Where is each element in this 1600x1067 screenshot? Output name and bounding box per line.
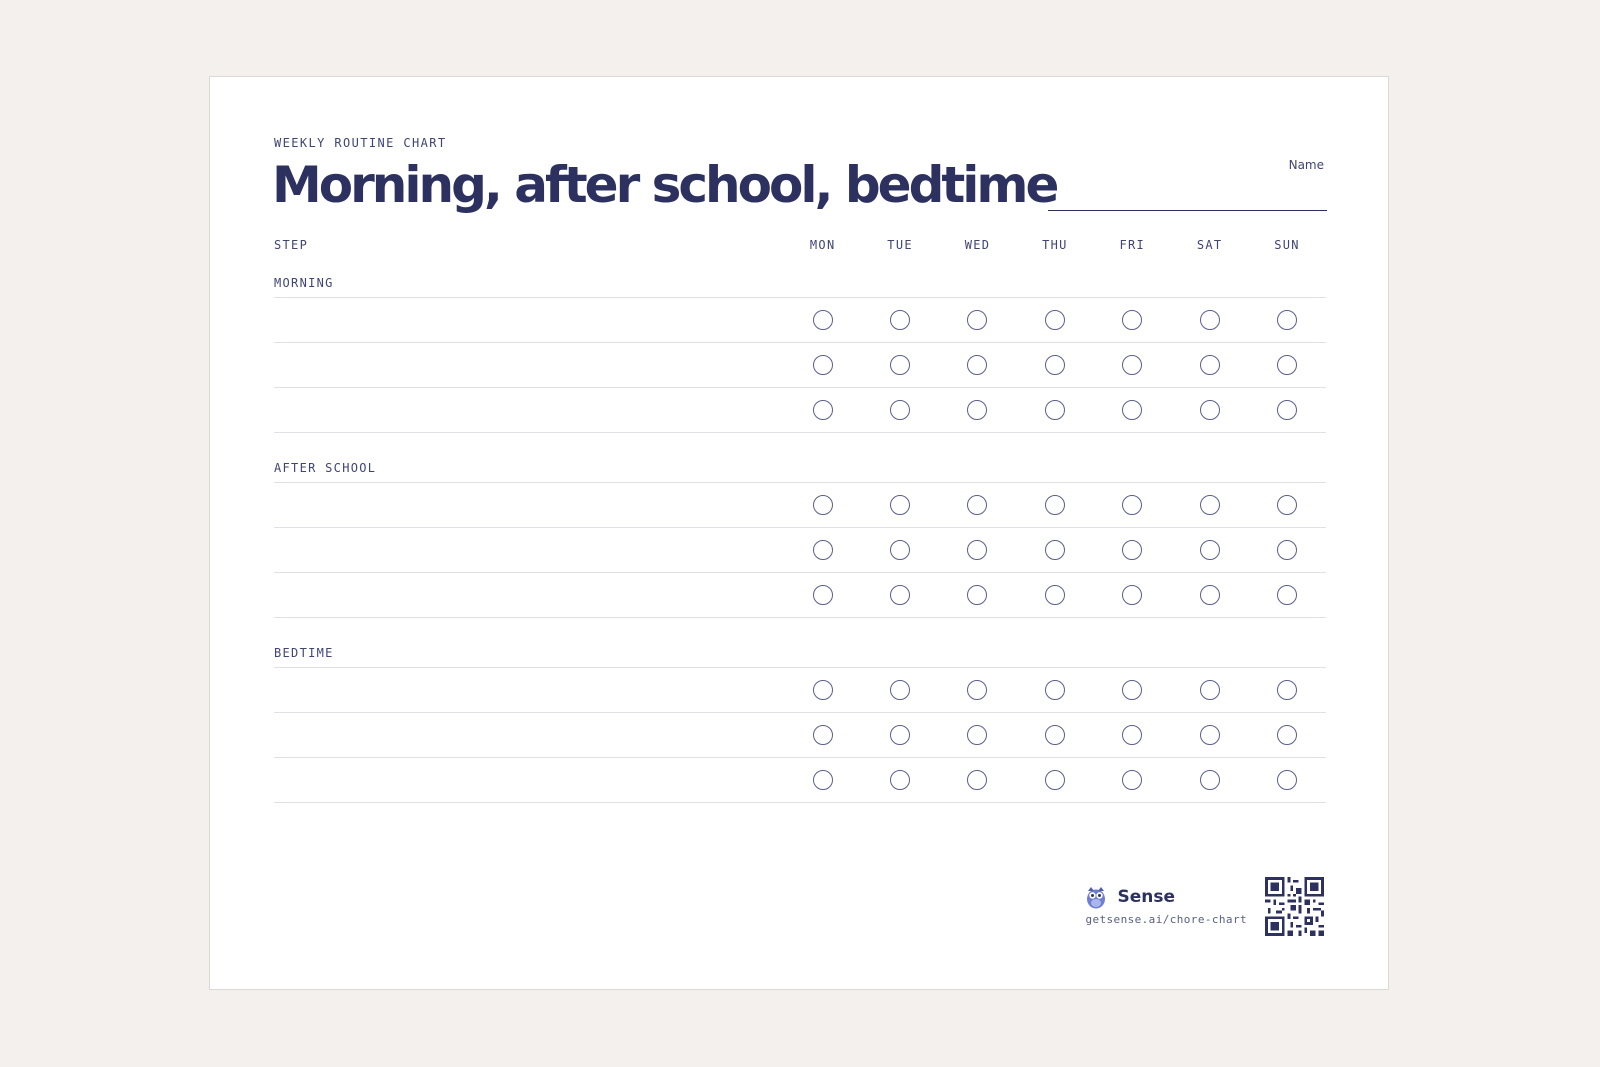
checkbox-circle[interactable] (1122, 770, 1142, 790)
checkbox-circle[interactable] (1277, 680, 1297, 700)
checkbox-circle[interactable] (967, 725, 987, 745)
checkbox-circle[interactable] (890, 540, 910, 560)
day-cell (784, 310, 861, 330)
qr-code-icon (1265, 877, 1324, 936)
checkbox-circle[interactable] (967, 540, 987, 560)
day-cell (1094, 540, 1171, 560)
day-cell (1016, 725, 1093, 745)
day-cell (784, 725, 861, 745)
day-cell (939, 495, 1016, 515)
checkbox-circle[interactable] (1277, 400, 1297, 420)
day-cell (1248, 310, 1325, 330)
day-cell (939, 540, 1016, 560)
day-cell (784, 585, 861, 605)
checkbox-circle[interactable] (1277, 770, 1297, 790)
checkbox-circle[interactable] (1045, 355, 1065, 375)
day-header: FRI (1119, 238, 1146, 252)
day-cell (1016, 355, 1093, 375)
checkbox-circle[interactable] (813, 540, 833, 560)
table-row (274, 572, 1326, 617)
day-cell (861, 540, 938, 560)
day-cell (784, 680, 861, 700)
chart-sheet (209, 76, 1389, 990)
checkbox-circle[interactable] (1200, 495, 1220, 515)
brand-url[interactable]: getsense.ai/chore-chart (1085, 913, 1247, 926)
day-cell (861, 585, 938, 605)
section-label: BEDTIME (274, 638, 1326, 668)
checkbox-circle[interactable] (890, 310, 910, 330)
day-header: TUE (887, 238, 913, 252)
day-cell (1171, 680, 1248, 700)
day-header: MON (809, 238, 836, 252)
table-row (274, 668, 1326, 712)
day-cell (1171, 400, 1248, 420)
checkbox-circle[interactable] (1045, 540, 1065, 560)
day-header: SUN (1274, 238, 1300, 252)
checkbox-circle[interactable] (890, 585, 910, 605)
checkbox-circle[interactable] (813, 355, 833, 375)
day-cell (1248, 725, 1325, 745)
checkbox-circle[interactable] (813, 310, 833, 330)
day-cell (1094, 400, 1171, 420)
checkbox-circle[interactable] (890, 355, 910, 375)
checkbox-circle[interactable] (1200, 400, 1220, 420)
day-header: WED (964, 238, 991, 252)
checkbox-circle[interactable] (1045, 585, 1065, 605)
day-cell (1171, 495, 1248, 515)
checkbox-circle[interactable] (1200, 540, 1220, 560)
checkbox-circle[interactable] (813, 495, 833, 515)
day-header: SAT (1196, 238, 1223, 252)
checkbox-circle[interactable] (967, 495, 987, 515)
checkbox-circle[interactable] (1045, 770, 1065, 790)
checkbox-circle[interactable] (813, 725, 833, 745)
checkbox-circle[interactable] (1045, 725, 1065, 745)
checkbox-circle[interactable] (890, 400, 910, 420)
table-header (274, 230, 1326, 260)
day-cell (1248, 495, 1325, 515)
table-row (274, 757, 1326, 802)
step-header: STEP (274, 238, 309, 252)
checkbox-circle[interactable] (1045, 400, 1065, 420)
section-body (274, 298, 1326, 433)
table-row (274, 483, 1326, 527)
name-field-line[interactable] (1048, 210, 1327, 211)
checkbox-circle[interactable] (1200, 355, 1220, 375)
day-cell (1171, 355, 1248, 375)
sections-container (274, 268, 1326, 803)
checkbox-circle[interactable] (967, 310, 987, 330)
checkbox-circle[interactable] (890, 680, 910, 700)
checkbox-circle[interactable] (1200, 585, 1220, 605)
day-header: THU (1042, 238, 1068, 252)
day-cell (784, 540, 861, 560)
owl-icon (1085, 885, 1107, 909)
day-cell (1016, 680, 1093, 700)
day-cell (1248, 680, 1325, 700)
brand-row (1085, 885, 1175, 909)
checkbox-circle[interactable] (813, 585, 833, 605)
day-cell (1248, 355, 1325, 375)
checkbox-circle[interactable] (1200, 725, 1220, 745)
eyebrow-label: WEEKLY ROUTINE CHART (274, 136, 447, 150)
page-title: Morning, after school, bedtime (272, 156, 1057, 214)
checkbox-circle[interactable] (1277, 355, 1297, 375)
day-cell (1094, 585, 1171, 605)
checkbox-circle[interactable] (1122, 355, 1142, 375)
day-cell (1094, 680, 1171, 700)
section-label: AFTER SCHOOL (274, 453, 1326, 483)
day-cell (1016, 585, 1093, 605)
checkbox-circle[interactable] (813, 400, 833, 420)
day-cell (939, 725, 1016, 745)
day-cell (861, 400, 938, 420)
day-cell (784, 495, 861, 515)
day-cell (1171, 310, 1248, 330)
checkbox-circle[interactable] (1200, 310, 1220, 330)
checkbox-circle[interactable] (1122, 585, 1142, 605)
checkbox-circle[interactable] (1045, 680, 1065, 700)
footer (1085, 877, 1324, 936)
day-cell (939, 680, 1016, 700)
day-cell (1094, 355, 1171, 375)
day-cell (1248, 400, 1325, 420)
day-cell (784, 400, 861, 420)
brand-block (1085, 885, 1247, 926)
checkbox-circle[interactable] (1122, 540, 1142, 560)
day-cell (861, 355, 938, 375)
section-body (274, 668, 1326, 803)
brand-name: Sense (1117, 887, 1175, 907)
checkbox-circle[interactable] (967, 680, 987, 700)
checkbox-circle[interactable] (1277, 725, 1297, 745)
day-cell (1248, 585, 1325, 605)
day-cell (861, 680, 938, 700)
day-cell (861, 770, 938, 790)
checkbox-circle[interactable] (1045, 495, 1065, 515)
day-cell (1094, 725, 1171, 745)
day-cell (1094, 310, 1171, 330)
day-cell (1094, 770, 1171, 790)
day-cell (1248, 770, 1325, 790)
checkbox-circle[interactable] (1122, 725, 1142, 745)
checkbox-circle[interactable] (1122, 400, 1142, 420)
day-cell (939, 400, 1016, 420)
checkbox-circle[interactable] (1277, 585, 1297, 605)
checkbox-circle[interactable] (1200, 680, 1220, 700)
day-cell (1171, 585, 1248, 605)
table-row (274, 527, 1326, 572)
checkbox-circle[interactable] (967, 355, 987, 375)
day-cell (1094, 495, 1171, 515)
routine-table (274, 230, 1326, 803)
day-cell (1171, 770, 1248, 790)
checkbox-circle[interactable] (813, 770, 833, 790)
checkbox-circle[interactable] (1200, 770, 1220, 790)
checkbox-circle[interactable] (967, 400, 987, 420)
checkbox-circle[interactable] (1045, 310, 1065, 330)
checkbox-circle[interactable] (890, 770, 910, 790)
checkbox-circle[interactable] (813, 680, 833, 700)
checkbox-circle[interactable] (1122, 310, 1142, 330)
section-body (274, 483, 1326, 618)
day-cell (1016, 495, 1093, 515)
table-row (274, 387, 1326, 432)
table-row (274, 712, 1326, 757)
day-cell (939, 585, 1016, 605)
day-cell (1171, 540, 1248, 560)
day-cell (1171, 725, 1248, 745)
day-cell (784, 770, 861, 790)
table-row (274, 342, 1326, 387)
day-cell (1016, 400, 1093, 420)
name-label: Name (1288, 158, 1324, 172)
day-cell (861, 725, 938, 745)
day-cell (861, 495, 938, 515)
checkbox-circle[interactable] (890, 725, 910, 745)
day-cell (1016, 540, 1093, 560)
checkbox-circle[interactable] (1277, 310, 1297, 330)
day-cell (861, 310, 938, 330)
day-cell (939, 770, 1016, 790)
day-cell (1248, 540, 1325, 560)
checkbox-circle[interactable] (890, 495, 910, 515)
day-cell (939, 310, 1016, 330)
day-cell (784, 355, 861, 375)
checkbox-circle[interactable] (967, 770, 987, 790)
day-cell (939, 355, 1016, 375)
checkbox-circle[interactable] (1277, 495, 1297, 515)
checkbox-circle[interactable] (1122, 495, 1142, 515)
table-row (274, 298, 1326, 342)
checkbox-circle[interactable] (967, 585, 987, 605)
checkbox-circle[interactable] (1277, 540, 1297, 560)
section-label: MORNING (274, 268, 1326, 298)
day-cell (1016, 310, 1093, 330)
checkbox-circle[interactable] (1122, 680, 1142, 700)
day-cell (1016, 770, 1093, 790)
